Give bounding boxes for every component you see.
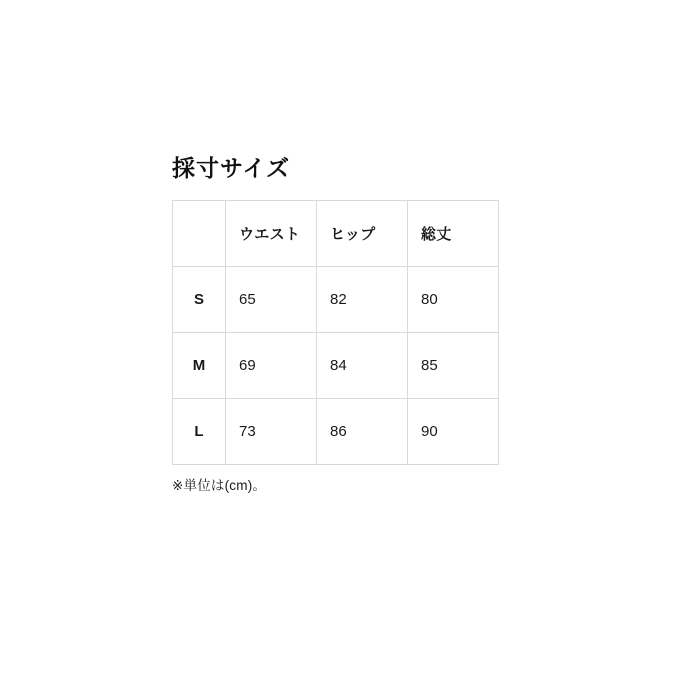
- unit-note: ※単位は(cm)。: [172, 477, 267, 493]
- cell-s-hip: 82: [317, 266, 408, 332]
- table-header-row: [173, 200, 499, 266]
- row-header-s: S: [173, 266, 226, 332]
- cell-l-hip: 86: [317, 398, 408, 464]
- cell-m-waist: 69: [226, 332, 317, 398]
- row-header-l: L: [173, 398, 226, 464]
- cell-s-waist: 65: [226, 266, 317, 332]
- cell-l-waist: 73: [226, 398, 317, 464]
- column-header-waist: ウエスト: [226, 200, 317, 266]
- cell-s-total-length: 80: [408, 266, 499, 332]
- row-header-m: M: [173, 332, 226, 398]
- table-row: [173, 398, 499, 464]
- page-title: 採寸サイズ: [172, 155, 291, 181]
- cell-l-total-length: 90: [408, 398, 499, 464]
- measurement-table: [172, 200, 499, 465]
- cell-m-hip: 84: [317, 332, 408, 398]
- table-row: [173, 266, 499, 332]
- table-row: [173, 332, 499, 398]
- column-header-total-length: 総丈: [408, 200, 499, 266]
- table-corner-cell: [173, 200, 226, 266]
- cell-m-total-length: 85: [408, 332, 499, 398]
- column-header-hip: ヒップ: [317, 200, 408, 266]
- size-chart-content: [172, 155, 502, 494]
